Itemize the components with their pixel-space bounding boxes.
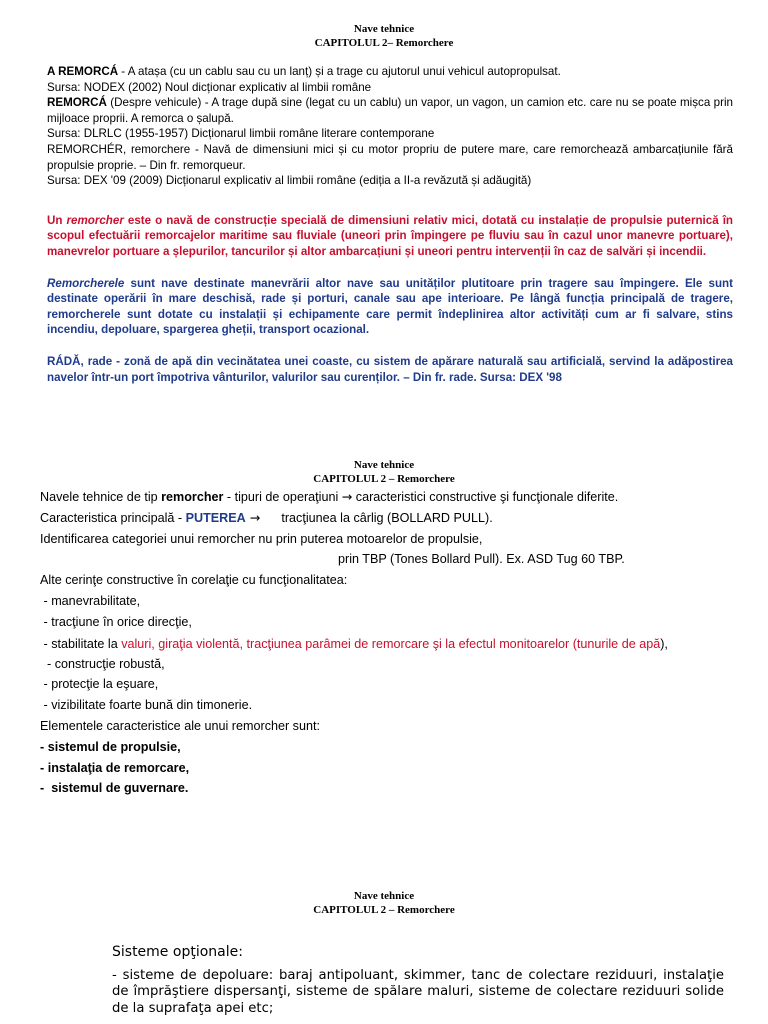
text-line: Elementele caracteristice ale unui remorcher sunt: [40, 718, 320, 733]
list-item: - protecţie la eşuare, [40, 677, 159, 692]
list-item: - construcţie robustă, [40, 656, 165, 671]
definitions-section [47, 64, 733, 385]
arrow-right-icon: → [245, 509, 261, 525]
source-nodex: Sursa: NODEX (2002) Noul dicționar explicativ al limbii române [47, 80, 372, 94]
text-line: Caracteristica principală - PUTEREA → tracţiunea la cârlig (BOLLARD PULL). [40, 509, 493, 525]
page-header-2 [0, 458, 768, 486]
text-line: Alte cerinţe constructive în corelaţie cu funcţionalitatea: [40, 573, 348, 588]
text-line: Identificarea categoriei unui remorcher nu prin puterea motoarelor de propulsie, [40, 531, 483, 546]
list-item: - sistemul de guvernare. [40, 781, 189, 796]
list-item: - instalaţia de remorcare, [40, 760, 190, 775]
header-course-title: Nave tehnice [353, 890, 415, 902]
text-line: prin TBP (Tones Bollard Pull). Ex. ASD Tug 60 TBP. [338, 552, 625, 567]
header-course-title: Nave tehnice [353, 459, 415, 471]
rada-definition: RÁDĂ, rade - zonă de apă din vecinătatea unei coaste, cu sistem de apărare naturală sau artificială, servind la adăpostirea navelor într-un port împotriva vânturilor, valurilor sau curenților. – Din fr. rade. Sursa: DEX '98 [47, 354, 733, 384]
list-item: - vizibilitate foarte bună din timonerie. [40, 698, 253, 713]
header-chapter-title: CAPITOLUL 2– Remorchere [314, 37, 454, 49]
list-item: - manevrabilitate, [40, 593, 141, 608]
header-course-title: Nave tehnice [353, 23, 415, 35]
remorcher-description: Un remorcher este o navă de construcție specială de dimensiuni relativ mici, dotată cu instalație de propulsie puternică în scopul efectuării remorcajelor maritime sau fluviale (uneori prin împingere pe fluviu sau în cazul unor manevre portuare), manevrelor portuare a șlepurilor, tancurilor și altor ambarcațiuni și uneori pentru intervenții în caz de salvări și incendii. [47, 213, 733, 258]
source-dlrlc: Sursa: DLRLC (1955-1957) Dicționarul limbii române literare contemporane [47, 127, 435, 141]
remorchere-description: Remorcherele sunt nave destinate manevrării altor nave sau unităților plutitoare prin tragere sau împingere. Ele sunt destinate operării în mare deschisă, rade și porturi, canale sau ape interioare. Pe lângă funcția principală de tragere, remorcherele sunt dotate cu instalații și echipamente care permit îndeplinirea altor activități cum ar fi salvare, stins incendiu, depoluare, spargerea gheții, transport ocazional. [47, 276, 733, 337]
page-header-1 [0, 22, 768, 50]
remorcher-term: remorcher [66, 213, 124, 227]
source-dex09: Sursa: DEX '09 (2009) Dicționarul explicativ al limbii române (ediția a II-a revăzută și adăugită) [47, 174, 532, 188]
optional-systems-section [112, 944, 724, 1017]
header-chapter-title: CAPITOLUL 2 – Remorchere [313, 904, 455, 916]
list-item: - sisteme de depoluare: baraj antipoluant, skimmer, tanc de colectare reziduuri, instalaţie de împrăştiere dispersanţi, sisteme de spălare maluri, sisteme de colectare reziduuri solide de la suprafaţa apei etc; [112, 968, 724, 1016]
characteristics-section [40, 487, 740, 799]
section-title: Sisteme opţionale: [112, 944, 243, 960]
remorchere-term: Remorcherele [47, 276, 125, 290]
list-item: - sistemul de propulsie, [40, 739, 181, 754]
definition-remorca-1: A REMORCÁ - A atașa (cu un cablu sau cu un lanț) și a trage cu ajutorul unui vehicul autopropulsat. [47, 65, 561, 78]
page-header-3 [0, 889, 768, 917]
definition-term: REMORCÁ [47, 96, 107, 110]
list-item: - stabilitate la valuri, giraţia violentă, tracţiunea parâmei de remorcare şi la efectul monitoarelor (tunurile de apă), [40, 636, 668, 651]
definition-remorcher: REMORCHÉR, remorchere - Navă de dimensiuni mici și cu motor propriu de putere mare, care remorchează ambarcațiunile fără propulsie proprie. – Din fr. remorqueur. [47, 142, 733, 172]
arrow-right-icon: → [341, 489, 353, 504]
definition-remorca-2: REMORCÁ (Despre vehicule) - A trage după sine (legat cu un cablu) un vapor, un vagon, un camion etc. care nu se poate mișca prin mijloace proprii. A remorca o șalupă. [47, 96, 733, 125]
text-line: Navele tehnice de tip remorcher - tipuri de operaţiuni → caracteristici constructive şi funcţionale diferite. [40, 489, 619, 504]
definition-term: A REMORCÁ [47, 65, 119, 78]
header-chapter-title: CAPITOLUL 2 – Remorchere [313, 473, 455, 485]
list-item: - tracţiune în orice direcţie, [40, 614, 192, 629]
